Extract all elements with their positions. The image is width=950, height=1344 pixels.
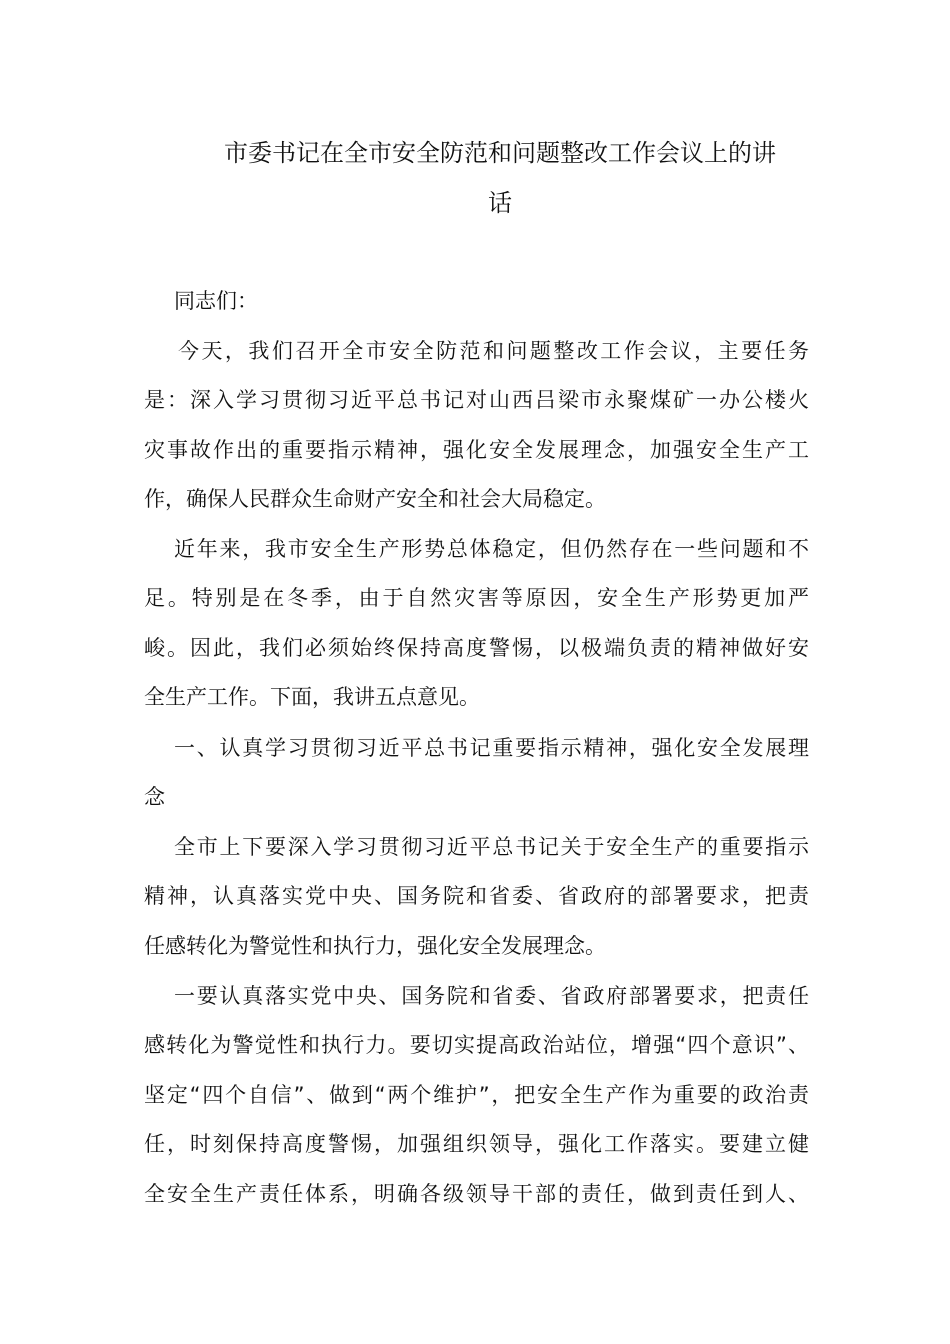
- paragraph-line: 精神，认真落实党中央、国务院和省委、省政府的部署要求，把责: [144, 884, 809, 908]
- paragraph-line: 感转化为警觉性和执行力。要切实提高政治站位，增强“四个意识”、: [144, 1033, 809, 1057]
- document-title-line-1: 市委书记在全市安全防范和问题整改工作会议上的讲: [224, 139, 776, 167]
- paragraph-line: 任，时刻保持高度警惕，加强组织领导，强化工作落实。要建立健: [144, 1132, 809, 1156]
- document-title-line-2: 话: [488, 189, 512, 217]
- paragraph-line: 一要认真落实党中央、国务院和省委、省政府部署要求，把责任: [174, 984, 809, 1008]
- paragraph-line: 近年来，我市安全生产形势总体稳定，但仍然存在一些问题和不: [174, 537, 809, 561]
- paragraph-line: 全市上下要深入学习贯彻习近平总书记关于安全生产的重要指示: [174, 835, 809, 859]
- salutation: 同志们：: [174, 289, 258, 313]
- section-heading-line: 一、认真学习贯彻习近平总书记重要指示精神，强化安全发展理: [174, 736, 809, 760]
- paragraph-line: 作，确保人民群众生命财产安全和社会大局稳定。: [144, 487, 606, 511]
- paragraph-line: 坚定“四个自信”、做到“两个维护”，把安全生产作为重要的政治责: [144, 1083, 809, 1107]
- section-heading-line: 念: [144, 785, 165, 809]
- paragraph-line: 足。特别是在冬季，由于自然灾害等原因，安全生产形势更加严: [144, 586, 809, 610]
- paragraph-line: 峻。因此，我们必须始终保持高度警惕，以极端负责的精神做好安: [144, 636, 809, 660]
- paragraph-line: 灾事故作出的重要指示精神，强化安全发展理念，加强安全生产工: [144, 438, 809, 462]
- paragraph-line: 今天，我们召开全市安全防范和问题整改工作会议，主要任务: [178, 339, 809, 363]
- paragraph-line: 是：深入学习贯彻习近平总书记对山西吕梁市永聚煤矿一办公楼火: [144, 388, 809, 412]
- paragraph-line: 全生产工作。下面，我讲五点意见。: [144, 685, 480, 709]
- paragraph-line: 任感转化为警觉性和执行力，强化安全发展理念。: [144, 934, 606, 958]
- paragraph-line: 全安全生产责任体系，明确各级领导干部的责任，做到责任到人、: [144, 1182, 809, 1206]
